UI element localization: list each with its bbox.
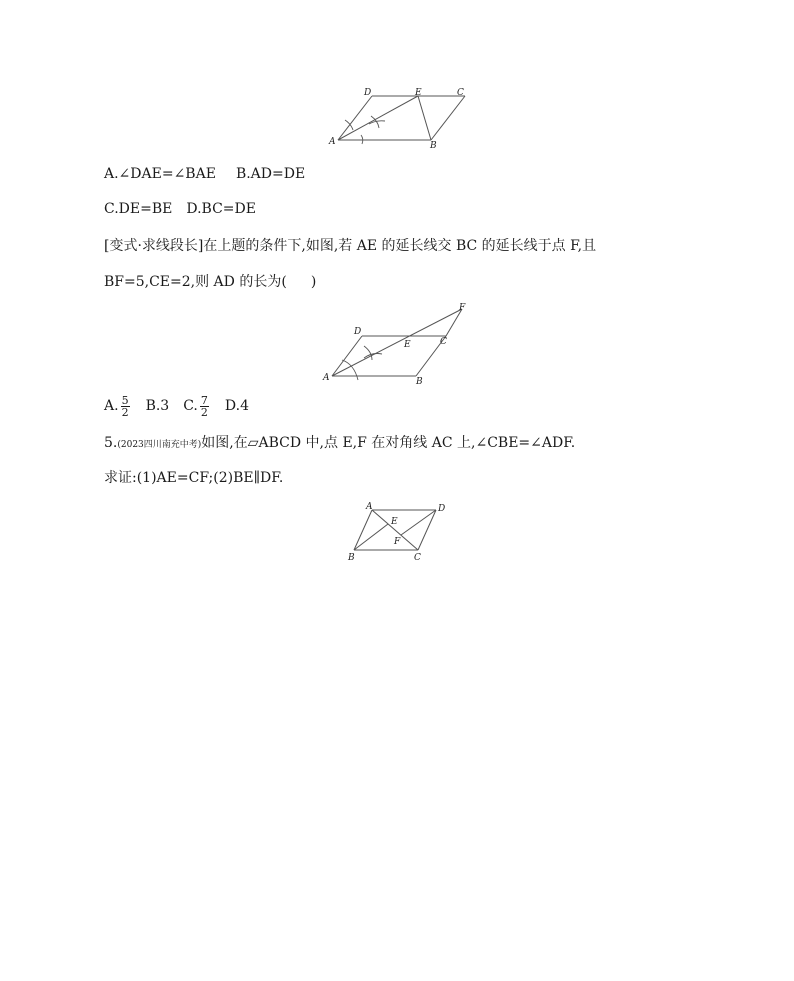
label-c: C	[457, 88, 464, 98]
option-d: D.4	[224, 398, 249, 414]
q4-options-row-1	[104, 165, 305, 183]
question-text: 如图,在▱ABCD 中,点 E,F 在对角线 AC 上,∠CBE=∠ADF.	[201, 435, 576, 451]
label-a: A	[366, 502, 373, 512]
variant-options-row	[104, 393, 249, 419]
option-b: B.AD=DE	[235, 166, 306, 182]
label-d: D	[364, 88, 372, 98]
question-5-prove: 求证:(1)AE=CF;(2)BE∥DF.	[104, 470, 284, 486]
option-a-fraction: $\frac{5}{2}$	[121, 393, 129, 419]
segment-ae	[338, 96, 418, 140]
label-a: A	[323, 373, 330, 383]
option-b: B.3	[145, 398, 170, 414]
question-5-line-1	[104, 434, 575, 454]
label-a: A	[329, 137, 336, 147]
label-e: E	[415, 88, 422, 98]
question-source: (2023四川南充中考)	[117, 440, 202, 450]
label-d: D	[438, 504, 446, 514]
label-f: F	[394, 537, 401, 547]
edge-cb	[431, 96, 465, 140]
label-f: F	[459, 303, 466, 313]
segment-eb	[418, 96, 431, 140]
edge-da	[338, 96, 372, 140]
variant-question-text: BF=5,CE=2,则 AD 的长为(	[104, 274, 287, 290]
figure-parallelogram-diagonal	[344, 500, 452, 564]
edge-da	[332, 336, 362, 376]
label-c: C	[440, 337, 447, 347]
option-c: C.DE=BE	[104, 201, 173, 217]
q4-options-row-2	[104, 200, 256, 218]
option-d: D.BC=DE	[186, 201, 256, 217]
construction-arc-cross-2	[364, 354, 382, 359]
label-b: B	[430, 141, 437, 151]
option-a: A.∠DAE=∠BAE	[104, 166, 216, 182]
variant-question-line-2	[104, 273, 316, 291]
option-c: C.	[183, 398, 198, 414]
label-d: D	[354, 327, 362, 337]
label-b: B	[416, 377, 423, 387]
label-c: C	[414, 553, 421, 563]
figure-parallelogram-extended-lines	[320, 302, 472, 387]
segment-be	[354, 524, 388, 550]
variant-question-line-1: [变式·求线段长]在上题的条件下,如图,若 AE 的延长线交 BC 的延长线于点 F,且	[104, 238, 597, 254]
label-e: E	[404, 340, 411, 350]
option-c-fraction: $\frac{7}{2}$	[200, 393, 208, 419]
option-a: A.	[104, 398, 119, 414]
edge-ab	[354, 510, 372, 550]
variant-question-paren-close: )	[310, 274, 317, 290]
label-e: E	[391, 517, 398, 527]
question-number: 5.	[104, 435, 118, 451]
figure-parallelogram-angle-bisector	[325, 86, 475, 152]
label-b: B	[348, 553, 355, 563]
